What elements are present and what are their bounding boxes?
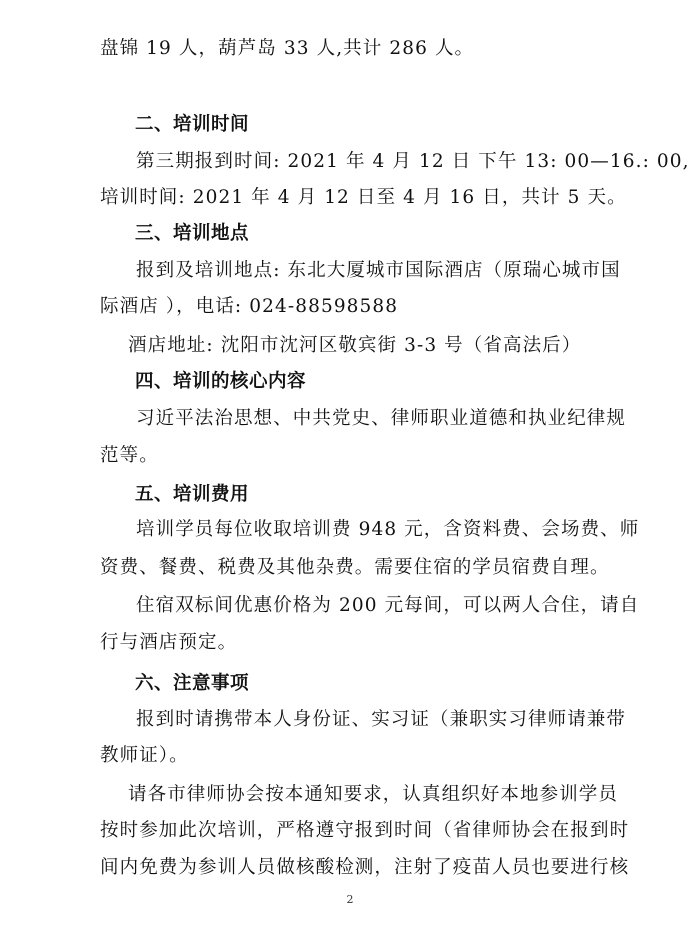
paragraph-line: 范等。: [100, 445, 159, 466]
paragraph-line: 报到时请携带本人身份证、实习证（兼职实习律师请兼带: [136, 709, 627, 730]
section-heading-notes: 六、注意事项: [135, 673, 250, 694]
paragraph-line: 习近平法治思想、中共党史、律师职业道德和执业纪律规: [136, 408, 627, 429]
section-heading-training-location: 三、培训地点: [135, 223, 250, 244]
paragraph-line: 培训学员每位收取培训费 948 元，含资料费、会场费、师: [136, 519, 640, 540]
paragraph-line: 盘锦 19 人，葫芦岛 33 人,共计 286 人。: [100, 38, 475, 59]
paragraph-line: 住宿双标间优惠价格为 200 元每间，可以两人合住，请自: [136, 595, 640, 616]
section-heading-training-time: 二、培训时间: [135, 114, 250, 135]
paragraph-line: 报到及培训地点: 东北大厦城市国际酒店（原瑞心城市国: [136, 260, 621, 281]
paragraph-line: 教师证）。: [100, 745, 189, 766]
paragraph-line: 第三期报到时间: 2021 年 4 月 12 日 下午 13: 00—16.: 00,: [136, 151, 690, 172]
paragraph-line: 行与酒店预定。: [100, 632, 238, 653]
paragraph-line: 间内免费为参训人员做核酸检测，注射了疫苗人员也要进行核: [100, 857, 630, 878]
paragraph-line: 培训时间: 2021 年 4 月 12 日至 4 月 16 日，共计 5 天。: [100, 187, 627, 208]
page-number: 2: [346, 893, 354, 906]
section-heading-training-fee: 五、培训费用: [135, 484, 250, 505]
paragraph-line: 资费、餐费、税费及其他杂费。需要住宿的学员宿费自理。: [100, 557, 610, 578]
section-heading-core-content: 四、培训的核心内容: [135, 371, 307, 392]
paragraph-line: 请各市律师协会按本通知要求，认真组织好本地参训学员: [128, 784, 619, 805]
paragraph-line: 酒店地址: 沈阳市沈河区敬宾街 3-3 号（省高法后）: [128, 335, 582, 356]
paragraph-line: 际酒店 ），电话: 024-88598588: [100, 296, 399, 317]
paragraph-line: 按时参加此次培训，严格遵守报到时间（省律师协会在报到时: [100, 820, 630, 841]
